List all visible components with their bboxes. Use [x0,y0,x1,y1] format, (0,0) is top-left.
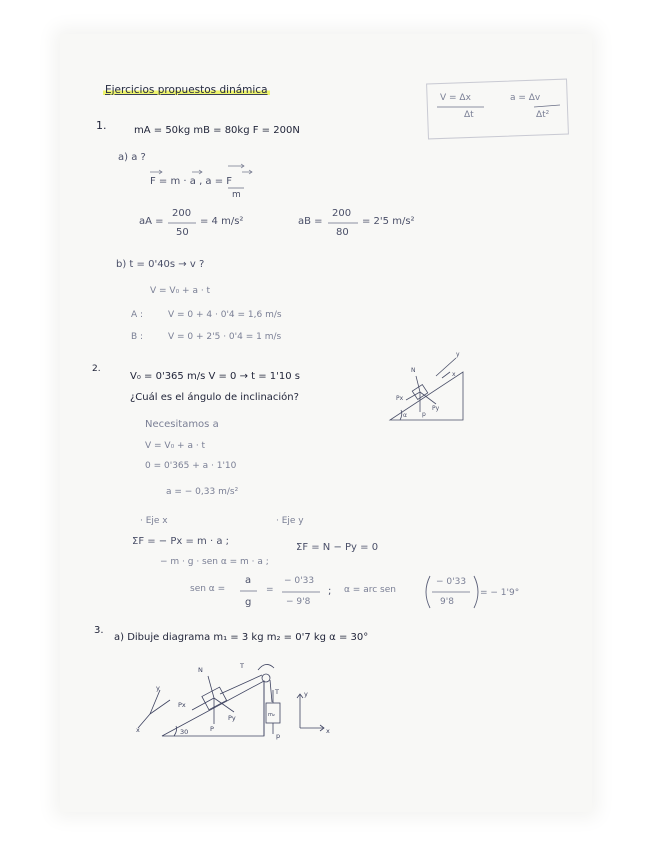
ex3-angle-label: 30 [180,728,189,736]
aB-numerator: 200 [332,208,352,219]
aA-numerator: 200 [172,208,192,219]
ex3-tension-label: T [240,662,244,670]
arcsine-denominator: 9'8 [440,597,454,607]
sum-forces-x: ΣF = − Px = m · a ; [132,536,230,547]
ex3-normal-label: N [198,666,203,674]
ex2-py-label: Py [432,405,440,412]
page-title: Ejercicios propuestos dinámica [105,84,268,96]
sum-forces-y: ΣF = N − Py = 0 [296,542,379,553]
ex2-x-axis-label: x [452,371,456,378]
ex3-axes-x-label: x [326,727,330,735]
body-B-velocity: V = 0 + 2'5 · 0'4 = 1 m/s [168,332,282,342]
body-A-velocity: V = 0 + 4 · 0'4 = 1,6 m/s [168,310,282,320]
sine-equals: = [266,585,274,595]
sine-separator: ; [328,586,332,597]
ex2-equation-1: V = V₀ + a · t [145,441,206,451]
weight-component-equation: − m · g · sen α = m · a ; [160,557,269,567]
exercise-2-data: V₀ = 0'365 m/s V = 0 → t = 1'10 s [130,371,301,382]
exercise-2-question: ¿Cuál es el ángulo de inclinación? [130,392,299,403]
aB-denominator: 80 [336,227,349,238]
incline-diagram-ex2 [390,358,463,420]
newton-law: F = m · a , a = F [150,176,233,187]
angle-result: = − 1'9° [480,588,520,598]
ex3-axes-y-label: y [304,690,308,698]
ex3-weight-label: P [210,725,214,733]
aB-result: = 2'5 m/s² [362,216,415,227]
aA-result: = 4 m/s² [200,216,244,227]
exercise-3-statement: a) Dibuje diagrama m₁ = 3 kg m₂ = 0'7 kg α = 30° [114,632,369,643]
incline-labels-ex2 [396,351,460,419]
ex3-tension-mass2-label: T [275,688,279,696]
ex3-x-axis-label: x [136,726,140,734]
body-A-label: A : [131,310,144,320]
ex3-mass2-label: m₂ [268,712,275,718]
acceleration-formula-denominator: Δt² [536,110,550,120]
ex2-weight-label: p [422,411,426,418]
acceleration-formula: a = Δv [510,93,541,103]
sine-denominator-value: − 9'8 [286,597,311,607]
exercise-1b-label: b) t = 0'40s → v ? [116,259,205,270]
arcsine-label: α = arc sen [344,585,396,595]
exercise-1-number: 1. [96,119,107,132]
incline-diagram-ex3 [138,664,324,736]
fraction-bars [168,105,560,592]
aB-lhs: aB = [298,216,323,227]
exercise-1-data: mA = 50kg mB = 80kg F = 200N [134,125,300,136]
ex3-y-axis-label: y [156,684,160,692]
velocity-formula: V = Δx [440,93,471,103]
arcsine-numerator: − 0'33 [436,577,467,587]
sine-numerator: a [245,575,252,586]
ex3-py-label: Py [228,714,236,722]
sine-numerator-value: − 0'33 [284,576,315,586]
exercise-3-number: 3. [94,625,104,636]
velocity-formula-denominator: Δt [464,110,474,120]
aA-lhs: aA = [139,216,164,227]
axis-x-heading: · Eje x [140,516,168,526]
ex2-angle-label: α [403,412,407,419]
aA-denominator: 50 [176,227,189,238]
axis-y-heading: · Eje y [276,516,304,526]
need-acceleration: Necesitamos a [145,419,219,430]
sine-lhs: sen α = [190,584,226,594]
exercise-2-number: 2. [92,364,101,374]
body-B-label: B : [131,332,144,342]
ex2-acceleration-result: a = − 0,33 m/s² [166,487,239,497]
vector-arrows [150,164,252,174]
sine-denominator: g [245,597,252,608]
exercise-1a-label: a) a ? [118,152,146,163]
ex2-y-axis-label: y [456,351,460,358]
ex3-px-label: Px [178,701,186,709]
ex2-normal-label: N [411,367,416,374]
newton-law-denominator: m [232,190,241,200]
ex2-equation-2: 0 = 0'365 + a · 1'10 [145,461,237,471]
ex2-px-label: Px [396,395,404,402]
ex3-weight2-label: p [276,732,281,740]
velocity-equation: V = V₀ + a · t [150,286,211,296]
